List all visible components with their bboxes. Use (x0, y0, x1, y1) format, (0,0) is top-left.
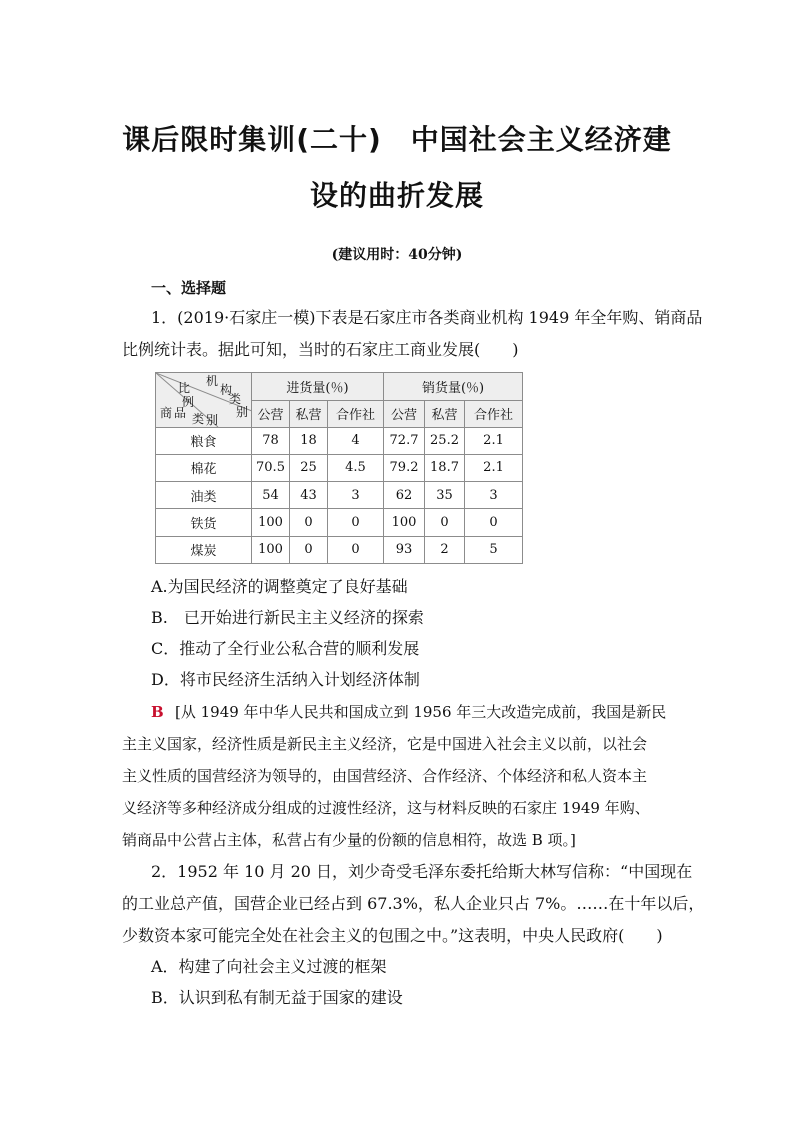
table-cell: 5 (465, 536, 523, 563)
sub-header: 公营 (384, 401, 425, 427)
page-title-continued: 设的曲折发展 (309, 179, 484, 212)
row-label: 粮食 (156, 427, 252, 454)
row-label: 棉花 (156, 454, 252, 481)
table-cell: 43 (290, 482, 328, 509)
group-header-purchase: 进货量(％) (252, 373, 384, 401)
table-cell: 2 (425, 536, 465, 563)
group-header-sales: 销货量(％) (384, 373, 523, 401)
table-cell: 0 (425, 509, 465, 536)
row-label: 铁货 (156, 509, 252, 536)
table-cell: 18.7 (425, 454, 465, 481)
corner-word: 例 (182, 395, 195, 409)
q1-option-d: D．将市民经济生活纳入计划经济体制 (151, 670, 420, 689)
corner-word: 品 (174, 406, 187, 420)
table-cell: 0 (465, 509, 523, 536)
answer-letter: B (151, 703, 164, 721)
table-cell: 100 (252, 509, 290, 536)
table-cell: 54 (252, 482, 290, 509)
table-cell: 0 (290, 536, 328, 563)
table-cell: 4.5 (328, 454, 384, 481)
explanation-line: 义经济等多种经济成分组成的过渡性经济，这与材料反映的石家庄 1949 年购、 (122, 799, 650, 817)
sub-header: 私营 (290, 401, 328, 427)
corner-word: 构 (220, 383, 233, 397)
corner-word: 类 (229, 392, 242, 406)
table-cell: 18 (290, 427, 328, 454)
q2-stem-line3: 少数资本家可能完全处在社会主义的包围之中。”这表明，中央人民政府( ) (122, 926, 663, 945)
table-cell: 25.2 (425, 427, 465, 454)
q2-stem-line1: 2．1952 年 10 月 20 日，刘少奇受毛泽东委托给斯大林写信称：“中国现在 (151, 862, 693, 881)
explanation-line: 主主义国家，经济性质是新民主主义经济，它是中国进入社会主义以前，以社会 (122, 735, 648, 753)
corner-word: 别 (236, 405, 249, 419)
table-cell: 93 (384, 536, 425, 563)
explanation-line: 销商品中公营占主体，私营占有少量的份额的信息相符，故选 B 项。] (122, 831, 576, 849)
data-table (155, 372, 523, 564)
table-cell: 35 (425, 482, 465, 509)
table-cell: 2.1 (465, 454, 523, 481)
q2-stem-line2: 的工业总产值，国营企业已经占到 67.3%，私人企业只占 7%。……在十年以后， (122, 894, 705, 913)
table-cell: 100 (384, 509, 425, 536)
table-cell: 62 (384, 482, 425, 509)
table-row (156, 536, 523, 563)
table-cell: 79.2 (384, 454, 425, 481)
table-row (156, 482, 523, 509)
corner-word: 类 (192, 412, 205, 426)
table-row (156, 427, 523, 454)
table-cell: 3 (328, 482, 384, 509)
sub-header: 合作社 (465, 401, 523, 427)
explanation-line: 主义性质的国营经济为领导的，由国营经济、合作经济、个体经济和私人资本主 (122, 767, 648, 785)
corner-word: 比 (178, 381, 191, 395)
table-cell: 70.5 (252, 454, 290, 481)
table-cell: 2.1 (465, 427, 523, 454)
q2-option-b: B．认识到私有制无益于国家的建设 (151, 988, 403, 1007)
corner-word: 机 (206, 374, 219, 388)
table-cell: 0 (328, 536, 384, 563)
table-corner-header (156, 373, 252, 428)
q1-stem-line1: 1．(2019·石家庄一模)下表是石家庄市各类商业机构 1949 年全年购、销商品 (151, 308, 703, 327)
row-label: 煤炭 (156, 536, 252, 563)
table-cell: 100 (252, 536, 290, 563)
explanation-line: [从 1949 年中华人民共和国成立到 1956 年三大改造完成前，我国是新民 (175, 703, 667, 721)
suggested-time: (建议用时：40分钟) (331, 247, 463, 263)
q1-option-b: B. 已开始进行新民主主义经济的探索 (151, 608, 424, 627)
table-cell: 4 (328, 427, 384, 454)
table-cell: 78 (252, 427, 290, 454)
q1-stem-line2: 比例统计表。据此可知，当时的石家庄工商业发展( ) (122, 340, 519, 359)
q1-option-a: A.为国民经济的调整奠定了良好基础 (151, 577, 408, 596)
corner-word: 别 (206, 413, 219, 427)
sub-header: 合作社 (328, 401, 384, 427)
sub-header: 私营 (425, 401, 465, 427)
row-label: 油类 (156, 482, 252, 509)
page-title: 课后限时集训(二十) 中国社会主义经济建 (122, 123, 672, 156)
table-cell: 25 (290, 454, 328, 481)
table-cell: 72.7 (384, 427, 425, 454)
table-cell: 3 (465, 482, 523, 509)
table-cell: 0 (290, 509, 328, 536)
q2-option-a: A．构建了向社会主义过渡的框架 (151, 957, 387, 976)
corner-word: 商 (160, 406, 173, 420)
table-cell: 0 (328, 509, 384, 536)
q1-option-c: C．推动了全行业公私合营的顺利发展 (151, 639, 420, 658)
sub-header: 公营 (252, 401, 290, 427)
table-row (156, 454, 523, 481)
section-heading: 一、选择题 (151, 279, 227, 297)
table-row (156, 509, 523, 536)
